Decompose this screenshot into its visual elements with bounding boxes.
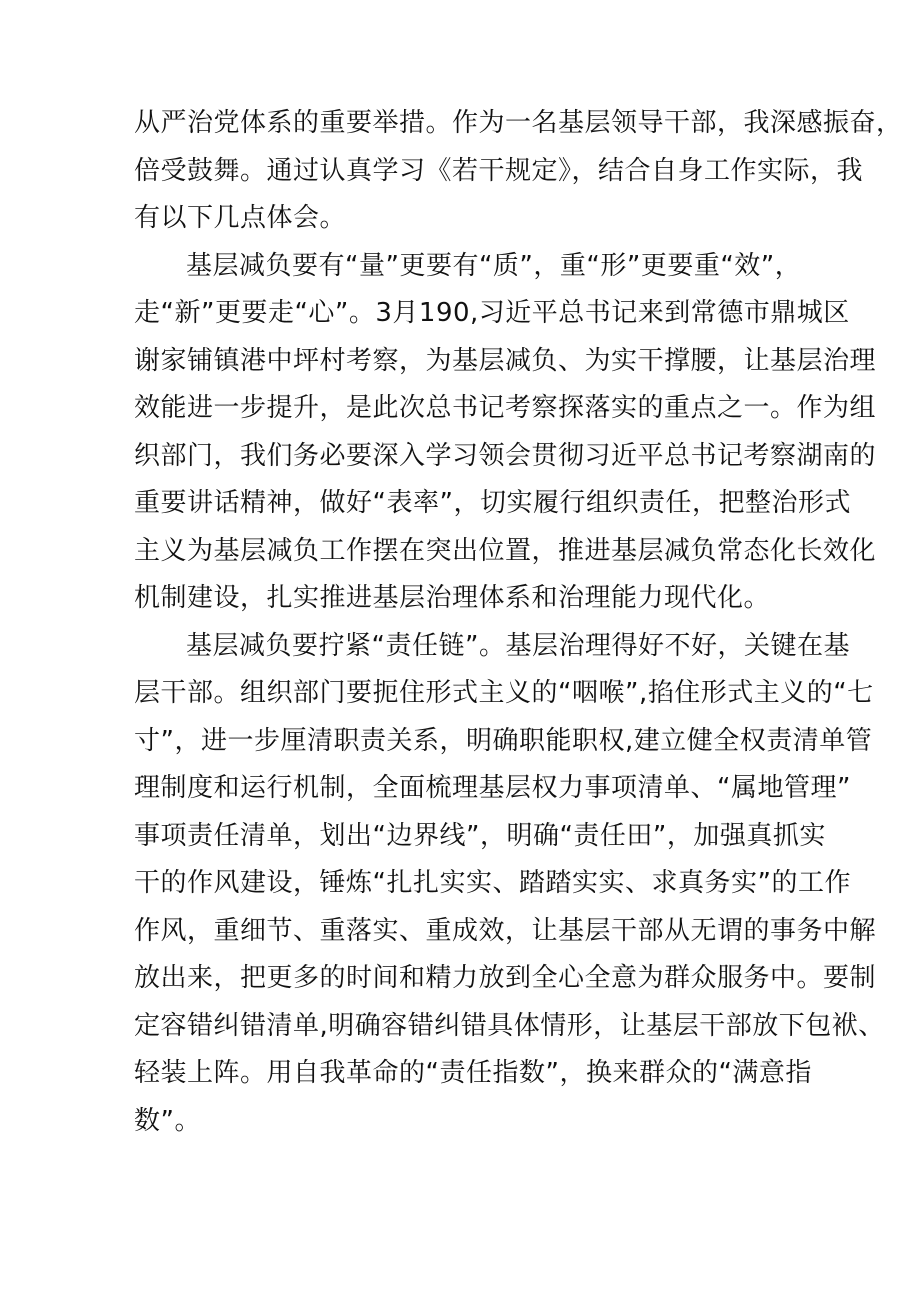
text-line: 干的作风建设，锤炼“扎扎实实、踏踏实实、求真务实”的工作	[134, 868, 851, 898]
text-line: 织部门，我们务必要深入学习领会贯彻习近平总书记考察湖南的	[134, 440, 877, 471]
text-line: 数”。	[134, 1105, 201, 1136]
paragraph-intro	[134, 100, 903, 243]
text-line: 寸”，进一步厘清职责关系，明确职能职权,建立健全权责清单管	[134, 725, 873, 756]
text-line: 轻装上阵。用自我革命的“责任指数”，换来群众的“满意指	[134, 1058, 812, 1088]
text-line: 走“新”更要走“心”。3月190,习近平总书记来到常德市鼎城区	[134, 298, 850, 328]
paragraph-quality	[134, 243, 877, 623]
text-line: 机制建设，扎实推进基层治理体系和治理能力现代化。	[134, 583, 771, 613]
text-line: 基层减负要拧紧“责任链”。基层治理得好不好，关键在基	[186, 630, 850, 661]
text-line: 效能进一步提升，是此次总书记考察探落实的重点之一。作为组	[134, 393, 877, 423]
body-text	[134, 100, 903, 1145]
text-line: 作风，重细节、重落实、重成效，让基层干部从无谓的事务中解	[134, 915, 877, 946]
text-line: 放出来，把更多的时间和精力放到全心全意为群众服务中。要制	[134, 963, 877, 993]
text-line: 理制度和运行机制，全面梳理基层权力事项清单、“属地管理”	[134, 773, 851, 803]
text-line: 从严治党体系的重要举措。作为一名基层领导干部，我深感振奋，	[134, 108, 903, 138]
text-line: 定容错纠错清单,明确容错纠错具体情形，让基层干部放下包袱、	[134, 1010, 885, 1041]
text-line: 谢家铺镇港中坪村考察，为基层减负、为实干撑腰，让基层治理	[134, 345, 877, 376]
text-line: 层干部。组织部门要扼住形式主义的“咽喉”,掐住形式主义的“七	[134, 678, 874, 708]
text-line: 倍受鼓舞。通过认真学习《若干规定》，结合自身工作实际，我	[134, 155, 864, 186]
text-line: 主义为基层减负工作摆在突出位置，推进基层减负常态化长效化	[134, 535, 877, 566]
text-line: 基层减负要有“量”更要有“质”，重“形”更要重“效”，	[186, 250, 802, 281]
text-line: 事项责任清单，划出“边界线”，明确“责任田”，加强真抓实	[134, 820, 826, 851]
text-line: 有以下几点体会。	[134, 203, 347, 233]
text-line: 重要讲话精神，做好“表率”，切实履行组织责任，把整治形式	[134, 488, 851, 518]
paragraph-responsibility	[134, 623, 885, 1146]
